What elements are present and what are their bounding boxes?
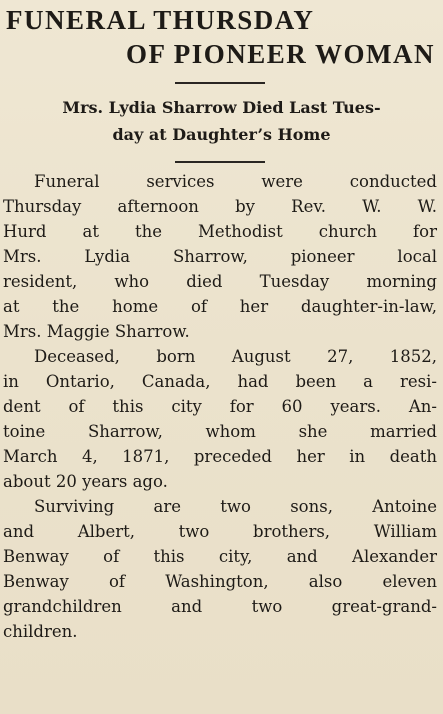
body-line: Funeral services were conducted xyxy=(34,172,437,191)
subheadline xyxy=(8,94,435,148)
divider-rule xyxy=(175,161,265,163)
headline-line-2: OF PIONEER WOMAN xyxy=(125,39,435,69)
body-line: and Albert, two brothers, William xyxy=(3,522,437,541)
headline-line-1: FUNERAL THURSDAY xyxy=(6,5,315,35)
body-line: Surviving are two sons, Antoine xyxy=(34,497,437,516)
body-line: in Ontario, Canada, had been a resi- xyxy=(3,372,437,391)
body-line: Benway of Washington, also eleven xyxy=(3,572,437,591)
body-line: grandchildren and two great-grand- xyxy=(3,597,437,616)
body-line: toine Sharrow, whom she married xyxy=(3,422,437,441)
body-line: about 20 years ago. xyxy=(3,472,168,491)
body-line: children. xyxy=(3,622,78,641)
body-line: Mrs. Lydia Sharrow, pioneer local xyxy=(3,247,437,266)
body-line: Deceased, born August 27, 1852, xyxy=(34,347,437,366)
body-line: March 4, 1871, preceded her in death xyxy=(3,447,437,466)
body-line: Thursday afternoon by Rev. W. W. xyxy=(3,197,437,216)
body-line: dent of this city for 60 years. An- xyxy=(3,397,437,416)
divider-rule xyxy=(175,82,265,84)
subheadline-line-2: day at Daughter’s Home xyxy=(112,125,331,144)
body-line: Mrs. Maggie Sharrow. xyxy=(3,322,190,341)
body-line: Hurd at the Methodist church for xyxy=(3,222,437,241)
subheadline-line-1: Mrs. Lydia Sharrow Died Last Tues- xyxy=(62,98,381,117)
body-line: Benway of this city, and Alexander xyxy=(3,547,437,566)
body-line: resident, who died Tuesday morning xyxy=(3,272,437,291)
body-line: at the home of her daughter-in-law, xyxy=(3,297,437,316)
